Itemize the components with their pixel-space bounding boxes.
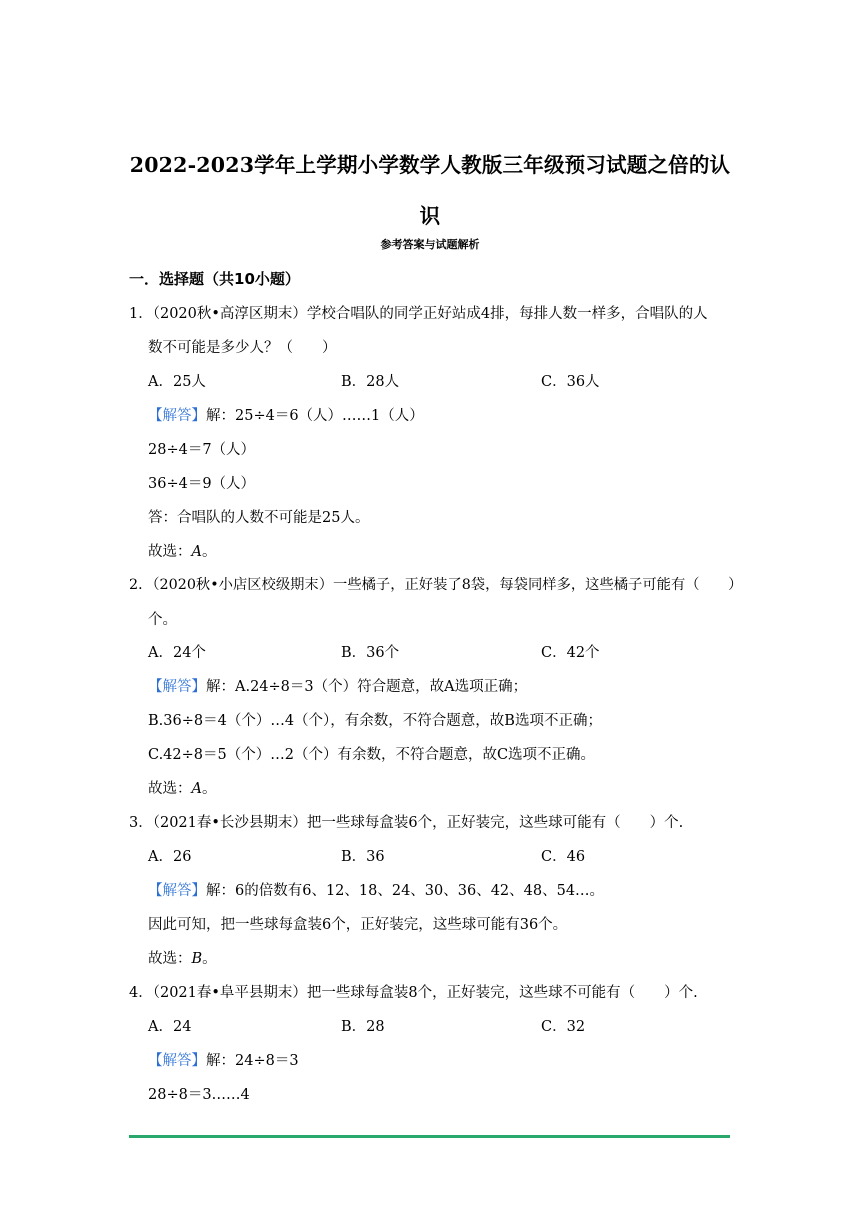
question-4-option-b: B．28 (341, 1019, 385, 1035)
question-1-choice: 故选：A。 (148, 544, 217, 560)
answer-tag: 【解答】 (148, 883, 206, 899)
question-1-stem: 1．（2020秋•高淳区期末）学校合唱队的同学正好站成4排，每排人数一样多，合唱队的人 (129, 306, 708, 322)
question-3-choice: 故选：B。 (148, 951, 217, 967)
answer-line: 解：6的倍数有6、12、18、24、30、36、42、48、54…。 (206, 883, 605, 899)
answer-line: 28÷4＝7（人） (148, 442, 256, 458)
question-1-option-b: B．28人 (341, 374, 400, 390)
question-2-option-a: A．24个 (148, 645, 206, 661)
question-3-stem: 3．（2021春•长沙县期末）把一些球每盒装6个，正好装完，这些球可能有（ ）个. (129, 815, 684, 831)
question-1-option-c: C．36人 (541, 374, 600, 390)
choice-letter: A (191, 781, 202, 797)
answer-line: 因此可知，把一些球每盒装6个，正好装完，这些球可能有36个。 (148, 917, 568, 933)
choice-letter: B (191, 951, 203, 967)
answer-line: B.36÷8＝4（个）…4（个），有余数，不符合题意，故B选项不正确； (148, 713, 602, 729)
answer-line: 解：25÷4＝6（人）……1（人） (206, 408, 424, 424)
answer-tag: 【解答】 (148, 1053, 206, 1069)
question-4-option-a: A．24 (148, 1019, 192, 1035)
question-1-stem-cont: 数不可能是多少人？（ ） (148, 340, 337, 356)
question-4-stem: 4．（2021春•阜平县期末）把一些球每盒装8个，正好装完，这些球不可能有（ ）个. (129, 985, 698, 1001)
question-2-option-b: B．36个 (341, 645, 400, 661)
answer-line: 28÷8＝3……4 (148, 1087, 250, 1103)
question-2-stem: 2．（2020秋•小店区校级期末）一些橘子，正好装了8袋，每袋同样多，这些橘子可能有（ ） (129, 577, 743, 593)
answer-line: 解：24÷8＝3 (206, 1053, 299, 1069)
section-heading: 一．选择题（共10小题） (129, 270, 300, 288)
answer-line: 答：合唱队的人数不可能是25人。 (148, 510, 370, 526)
question-1-answer (148, 404, 424, 425)
question-2-option-c: C．42个 (541, 645, 600, 661)
question-3-answer (148, 879, 604, 900)
page-title: 2022-2023学年上学期小学数学人教版三年级预习试题之倍的认识 (129, 153, 731, 228)
answer-line: 解：A.24÷8＝3（个）符合题意，故A选项正确； (206, 679, 528, 695)
question-3-option-c: C．46 (541, 849, 586, 865)
question-3-option-a: A．26 (148, 849, 192, 865)
answer-tag: 【解答】 (148, 408, 206, 424)
answer-line: 36÷4＝9（人） (148, 476, 256, 492)
answer-tag: 【解答】 (148, 679, 206, 695)
page-subtitle: 参考答案与试题解析 (380, 238, 480, 251)
question-2-choice: 故选：A。 (148, 781, 217, 797)
answer-line: C.42÷8＝5（个）…2（个）有余数，不符合题意，故C选项不正确。 (148, 747, 596, 763)
question-2-stem-cont: 个。 (148, 612, 177, 628)
choice-letter: A (191, 544, 202, 560)
footer-divider (129, 1135, 730, 1138)
question-1-option-a: A．25人 (148, 374, 206, 390)
question-2-answer (148, 675, 527, 696)
question-3-option-b: B．36 (341, 849, 385, 865)
question-4-answer (148, 1049, 299, 1070)
question-4-option-c: C．32 (541, 1019, 586, 1035)
